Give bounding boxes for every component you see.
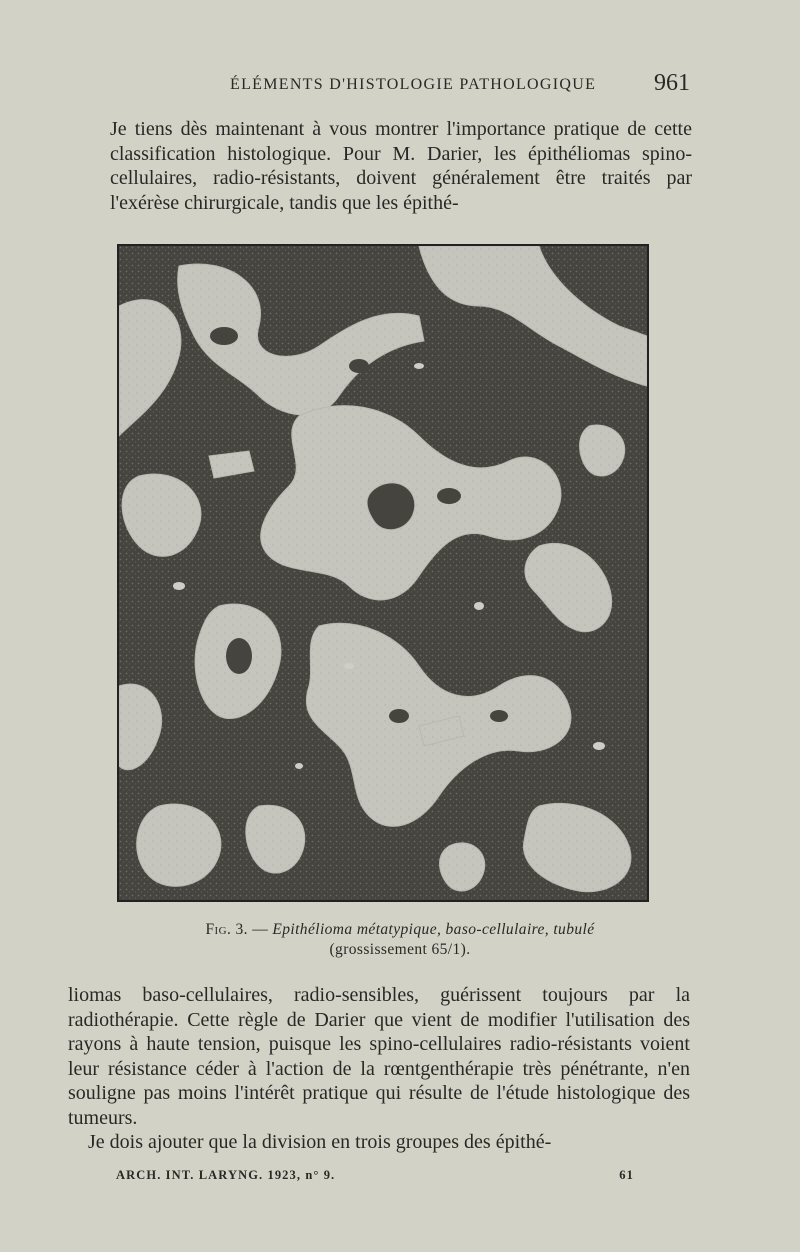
signature-mark: 61: [619, 1168, 634, 1182]
figure-caption: [120, 920, 680, 960]
paragraph-1: Je tiens dès maintenant à vous montrer l'importance pratique de cette classification histologique. Pour M. Darier, les épithéliomas spino-cellulaires, radio-résistants, doivent généralement être traités par l'exérèse chirurgicale, tandis que les épithé-: [110, 118, 692, 214]
figure-label: Fig. 3. —: [205, 921, 269, 938]
micrograph-image: [119, 246, 647, 900]
paragraph-2: liomas baso-cellulaires, radio-sensibles, guérissent toujours par la radiothérapie. Cette règle de Darier que vient de modifier l'utilisation des rayons à haute tension, puisque les spino-cellulaires radio-résistants voient leur résistance céder à l'action de la rœntgenthérapie très pénétrante, n'en souligne pas moins l'intérêt pratique qui résulte de l'étude histologique des tumeurs.: [68, 984, 690, 1129]
histology-figure: [117, 244, 649, 902]
page-number: 961: [654, 70, 690, 96]
journal-reference: ARCH. INT. LARYNG. 1923, n° 9.: [116, 1168, 336, 1182]
figure-caption-title: Epithélioma métatypique, baso-cellulaire, tubulé: [272, 921, 595, 938]
running-head: [118, 68, 690, 102]
page-footer: [116, 1168, 634, 1190]
paragraph-3: Je dois ajouter que la division en trois groupes des épithé-: [88, 1131, 552, 1153]
figure-caption-magnification: (grossissement 65/1).: [329, 941, 471, 958]
running-title: ÉLÉMENTS D'HISTOLOGIE PATHOLOGIQUE: [230, 76, 597, 93]
